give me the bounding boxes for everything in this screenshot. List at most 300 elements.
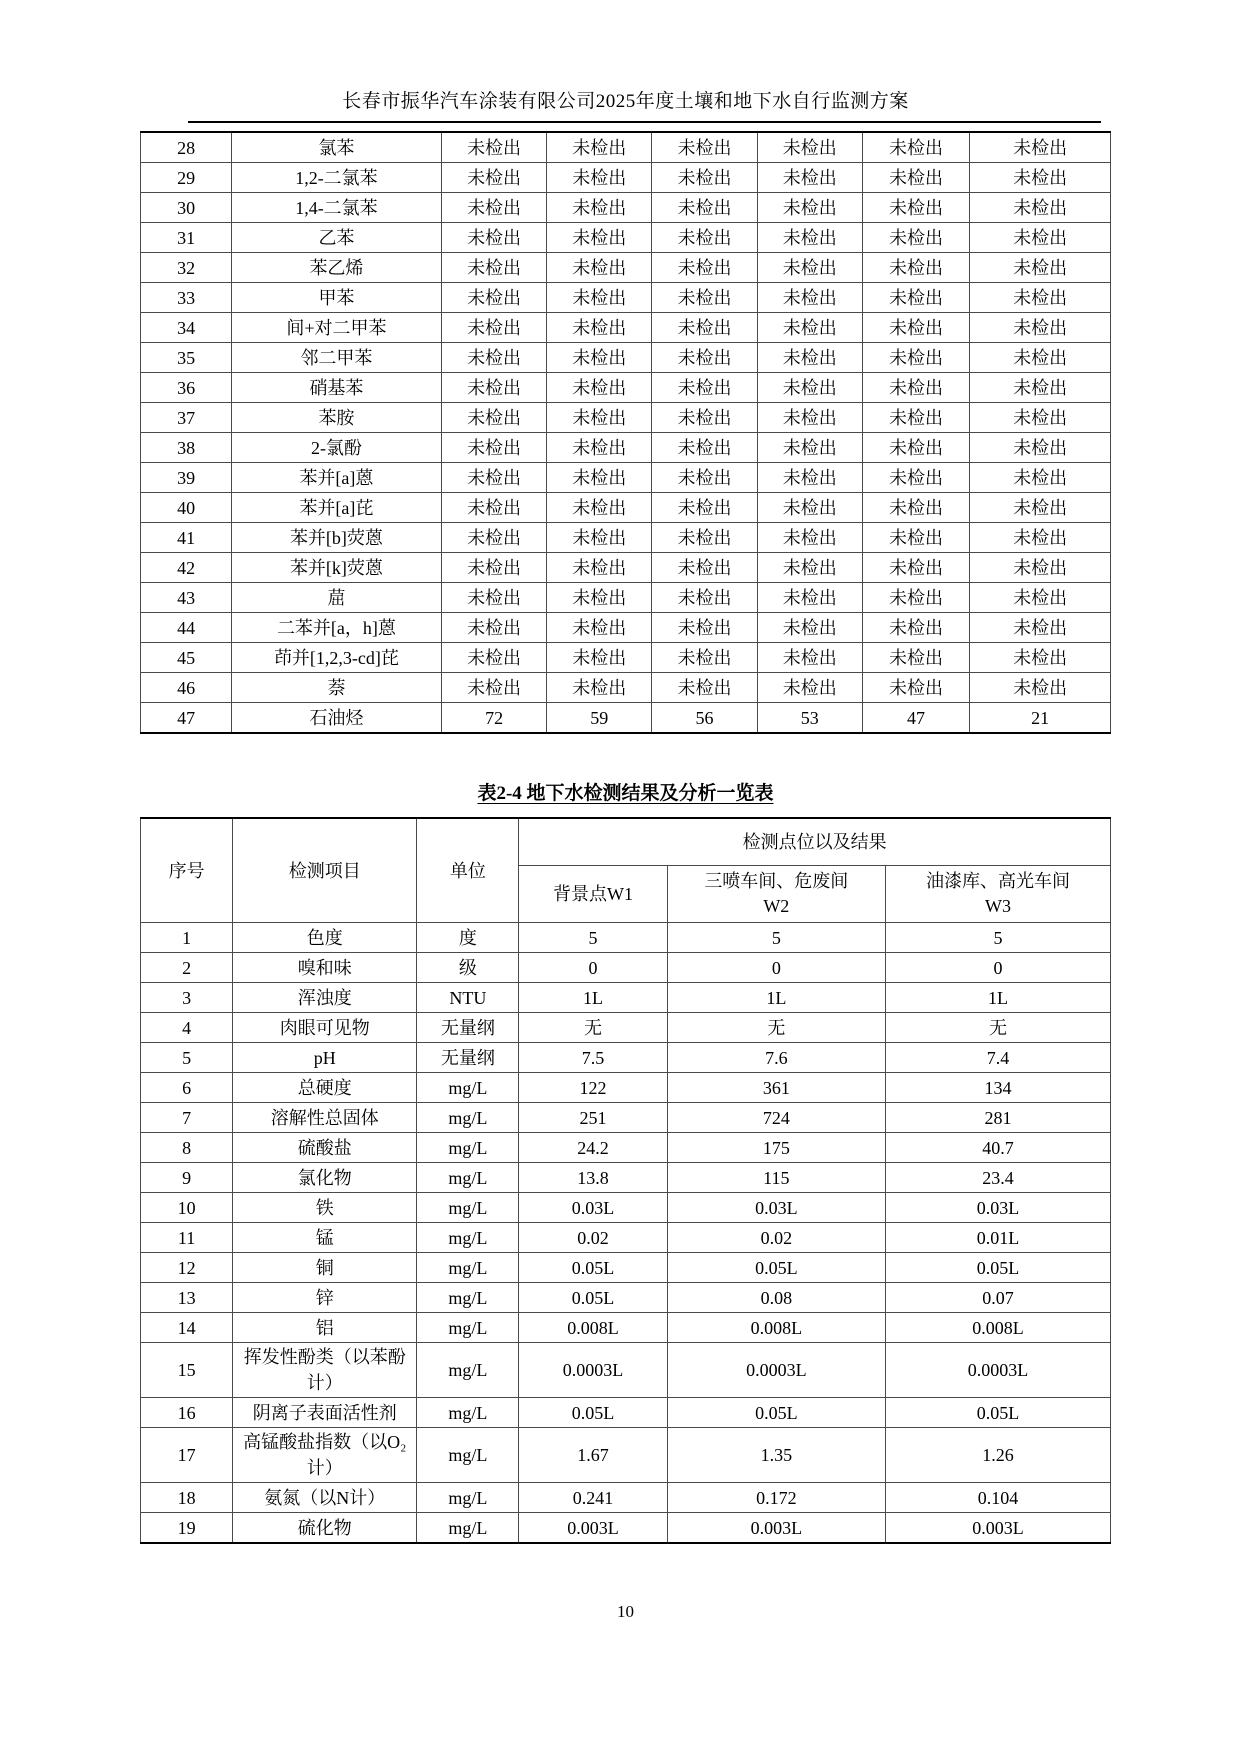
cell-value: 未检出 [757,643,862,673]
cell-item-name: 铁 [233,1193,417,1223]
cell-value: 1L [885,983,1110,1013]
cell-row-number: 15 [141,1343,233,1398]
cell-item-name: 氨氮（以N计） [233,1483,417,1513]
cell-value: 未检出 [757,463,862,493]
cell-value: 未检出 [547,163,652,193]
cell-value: 未检出 [652,193,758,223]
cell-row-number: 4 [141,1013,233,1043]
table-row [141,1193,1111,1223]
cell-value: 未检出 [862,493,970,523]
cell-value: 未检出 [970,132,1111,163]
cell-item-name: 苯乙烯 [232,253,442,283]
cell-value: 未检出 [970,223,1111,253]
w2-code-label: W2 [763,896,790,916]
cell-value: 未检出 [862,583,970,613]
cell-value: 未检出 [441,613,547,643]
cell-value: 未检出 [757,283,862,313]
cell-value: 0.01L [885,1223,1110,1253]
cell-value: 5 [667,923,885,953]
cell-item-name: 硝基苯 [232,373,442,403]
cell-value: 未检出 [652,373,758,403]
cell-value: 未检出 [547,553,652,583]
table-row [141,433,1111,463]
cell-item-name: 1,2-二氯苯 [232,163,442,193]
cell-value: 未检出 [441,223,547,253]
cell-value: 0.05L [519,1253,667,1283]
cell-row-number: 46 [141,673,232,703]
cell-value: 724 [667,1103,885,1133]
cell-row-number: 30 [141,193,232,223]
cell-row-number: 34 [141,313,232,343]
cell-row-number: 45 [141,643,232,673]
cell-value: 未检出 [547,643,652,673]
cell-unit: 度 [417,923,519,953]
groundwater-results-table [140,817,1111,1544]
cell-row-number: 2 [141,953,233,983]
cell-value: 未检出 [547,373,652,403]
cell-value: 未检出 [652,403,758,433]
cell-item-name: 䓛 [232,583,442,613]
cell-row-number: 19 [141,1513,233,1544]
cell-value: 0.05L [519,1283,667,1313]
cell-unit: 级 [417,953,519,983]
cell-item-name: 萘 [232,673,442,703]
cell-item-name: 锰 [233,1223,417,1253]
cell-value: 未检出 [547,132,652,163]
cell-value: 115 [667,1163,885,1193]
w3-location-label: 油漆库、高光车间 [925,871,1070,891]
cell-item-name: 苯并[k]荧蒽 [232,553,442,583]
cell-value: 未检出 [547,403,652,433]
cell-unit: mg/L [417,1428,519,1483]
cell-value: 0.08 [667,1283,885,1313]
table2-section [140,778,1111,1544]
cell-value: 未检出 [547,493,652,523]
cell-value: 未检出 [862,673,970,703]
table-row [141,313,1111,343]
cell-value: 未检出 [441,343,547,373]
cell-value: 无 [885,1013,1110,1043]
cell-value: 未检出 [547,283,652,313]
cell-value: 0.03L [885,1193,1110,1223]
table-row [141,953,1111,983]
cell-value: 0 [667,953,885,983]
cell-value: 未检出 [547,313,652,343]
table-row [141,403,1111,433]
cell-value: 未检出 [441,193,547,223]
table-row [141,673,1111,703]
cell-item-name: 1,4-二氯苯 [232,193,442,223]
table-row [141,1133,1111,1163]
cell-value: 72 [441,703,547,734]
cell-value: 未检出 [441,643,547,673]
cell-value: 1.35 [667,1428,885,1483]
cell-value: 未检出 [970,403,1111,433]
table2-body [141,923,1111,1544]
cell-row-number: 32 [141,253,232,283]
cell-row-number: 17 [141,1428,233,1483]
table-row [141,1043,1111,1073]
cell-row-number: 39 [141,463,232,493]
cell-value: 0.03L [519,1193,667,1223]
cell-value: 未检出 [441,433,547,463]
cell-row-number: 36 [141,373,232,403]
cell-value: 未检出 [441,553,547,583]
cell-value: 未检出 [862,132,970,163]
cell-item-name: 苯并[a]蒽 [232,463,442,493]
cell-value: 未检出 [970,553,1111,583]
cell-item-name: 苯并[b]荧蒽 [232,523,442,553]
cell-value: 未检出 [441,313,547,343]
column-header-w2 [667,866,885,923]
cell-item-name: 二苯并[a，h]蒽 [232,613,442,643]
cell-unit: mg/L [417,1193,519,1223]
cell-item-name: 溶解性总固体 [233,1103,417,1133]
cell-item-name: 邻二甲苯 [232,343,442,373]
cell-item-name: pH [233,1043,417,1073]
cell-value: 未检出 [862,643,970,673]
cell-item-name: 乙苯 [232,223,442,253]
cell-value: 0.008L [519,1313,667,1343]
cell-value: 未检出 [652,523,758,553]
cell-value: 0.104 [885,1483,1110,1513]
cell-value: 未检出 [652,613,758,643]
cell-row-number: 42 [141,553,232,583]
cell-row-number: 29 [141,163,232,193]
table-row [141,1313,1111,1343]
cell-value: 281 [885,1103,1110,1133]
cell-value: 未检出 [862,313,970,343]
cell-value: 0.07 [885,1283,1110,1313]
cell-item-name: 挥发性酚类（以苯酚计） [233,1343,417,1398]
cell-item-name: 氯化物 [233,1163,417,1193]
cell-unit: 无量纲 [417,1043,519,1073]
cell-value: 未检出 [862,223,970,253]
column-header-no: 序号 [141,818,233,923]
cell-value: 未检出 [441,283,547,313]
cell-row-number: 11 [141,1223,233,1253]
cell-value: 0.241 [519,1483,667,1513]
cell-item-name: 氯苯 [232,132,442,163]
cell-value: 未检出 [970,283,1111,313]
cell-value: 未检出 [970,673,1111,703]
cell-row-number: 5 [141,1043,233,1073]
cell-value: 未检出 [441,253,547,283]
cell-value: 未检出 [757,523,862,553]
cell-value: 未检出 [970,613,1111,643]
table-row [141,1163,1111,1193]
column-header-item: 检测项目 [233,818,417,923]
cell-value: 未检出 [441,583,547,613]
cell-value: 1L [667,983,885,1013]
cell-value: 未检出 [862,613,970,643]
cell-value: 未检出 [757,253,862,283]
cell-item-name: 石油烃 [232,703,442,734]
cell-value: 未检出 [547,613,652,643]
cell-value: 未检出 [970,253,1111,283]
cell-value: 未检出 [757,553,862,583]
cell-value: 未检出 [547,523,652,553]
table-row [141,283,1111,313]
cell-item-name: 铝 [233,1313,417,1343]
cell-value: 未检出 [862,433,970,463]
cell-value: 未检出 [970,643,1111,673]
cell-value: 未检出 [970,433,1111,463]
cell-value: 未检出 [441,163,547,193]
cell-value: 未检出 [970,193,1111,223]
cell-value: 未检出 [547,673,652,703]
cell-value: 未检出 [862,343,970,373]
cell-value: 未检出 [652,163,758,193]
cell-value: 1.67 [519,1428,667,1483]
cell-value: 未检出 [757,223,862,253]
cell-value: 0.02 [667,1223,885,1253]
table-row [141,553,1111,583]
cell-value: 未检出 [652,223,758,253]
cell-item-name: 2-氯酚 [232,433,442,463]
cell-value: 未检出 [757,493,862,523]
table-row [141,163,1111,193]
cell-value: 未检出 [862,163,970,193]
cell-value: 未检出 [757,613,862,643]
cell-value: 1.26 [885,1428,1110,1483]
cell-value: 47 [862,703,970,734]
cell-value: 0.0003L [519,1343,667,1398]
cell-unit: 无量纲 [417,1013,519,1043]
cell-row-number: 28 [141,132,232,163]
cell-value: 134 [885,1073,1110,1103]
cell-value: 无 [667,1013,885,1043]
table-row [141,493,1111,523]
cell-item-name: 肉眼可见物 [233,1013,417,1043]
cell-item-name: 总硬度 [233,1073,417,1103]
cell-item-name: 铜 [233,1253,417,1283]
cell-value: 361 [667,1073,885,1103]
cell-value: 未检出 [757,433,862,463]
table-row [141,1428,1111,1483]
cell-item-name: 茚并[1,2,3-cd]芘 [232,643,442,673]
cell-value: 未检出 [970,523,1111,553]
table-header-row [141,818,1111,866]
cell-item-name: 苯并[a]芘 [232,493,442,523]
table-row [141,223,1111,253]
cell-value: 未检出 [970,343,1111,373]
cell-unit: mg/L [417,1313,519,1343]
cell-value: 未检出 [970,583,1111,613]
cell-value: 24.2 [519,1133,667,1163]
page-content [140,0,1111,1622]
cell-value: 未检出 [757,583,862,613]
cell-unit: mg/L [417,1343,519,1398]
cell-row-number: 47 [141,703,232,734]
cell-value: 0 [885,953,1110,983]
cell-row-number: 13 [141,1283,233,1313]
cell-value: 0.05L [885,1398,1110,1428]
cell-value: 0.0003L [885,1343,1110,1398]
cell-row-number: 18 [141,1483,233,1513]
cell-value: 未检出 [652,463,758,493]
cell-value: 未检出 [862,373,970,403]
cell-value: 未检出 [757,343,862,373]
cell-value: 未检出 [547,193,652,223]
cell-unit: mg/L [417,1223,519,1253]
column-header-w1: 背景点W1 [519,866,667,923]
cell-row-number: 43 [141,583,232,613]
cell-value: 0.003L [667,1513,885,1544]
cell-value: 未检出 [757,673,862,703]
cell-value: 未检出 [970,313,1111,343]
cell-value: 0.0003L [667,1343,885,1398]
cell-value: 0.05L [519,1398,667,1428]
cell-row-number: 40 [141,493,232,523]
cell-value: 7.4 [885,1043,1110,1073]
cell-value: 未检出 [441,132,547,163]
cell-value: 1L [519,983,667,1013]
table-row [141,193,1111,223]
table-row [141,1398,1111,1428]
cell-value: 未检出 [970,463,1111,493]
cell-value: 未检出 [757,403,862,433]
cell-value: 40.7 [885,1133,1110,1163]
cell-value: 未检出 [862,463,970,493]
cell-item-name: 锌 [233,1283,417,1313]
page-number: 10 [617,1602,634,1621]
table-row [141,132,1111,163]
table2-title: 表2-4 地下水检测结果及分析一览表 [477,783,774,804]
cell-value: 未检出 [970,163,1111,193]
cell-value: 59 [547,703,652,734]
cell-value: 13.8 [519,1163,667,1193]
cell-value: 未检出 [862,523,970,553]
cell-unit: mg/L [417,1133,519,1163]
cell-item-name: 嗅和味 [233,953,417,983]
cell-row-number: 7 [141,1103,233,1133]
cell-value: 未检出 [441,523,547,553]
cell-item-name: 硫酸盐 [233,1133,417,1163]
cell-value: 未检出 [757,193,862,223]
cell-value: 未检出 [757,163,862,193]
cell-value: 未检出 [652,553,758,583]
w3-code-label: W3 [984,896,1011,916]
cell-value: 未检出 [441,463,547,493]
cell-value: 0.003L [519,1513,667,1544]
table-row [141,1223,1111,1253]
cell-value: 175 [667,1133,885,1163]
cell-value: 0.02 [519,1223,667,1253]
cell-value: 251 [519,1103,667,1133]
cell-value: 0.05L [667,1398,885,1428]
cell-value: 未检出 [757,373,862,403]
table-row [141,343,1111,373]
cell-row-number: 38 [141,433,232,463]
cell-value: 未检出 [652,283,758,313]
cell-value: 23.4 [885,1163,1110,1193]
table-row [141,523,1111,553]
cell-unit: mg/L [417,1283,519,1313]
cell-value: 未检出 [970,493,1111,523]
cell-unit: mg/L [417,1398,519,1428]
cell-value: 未检出 [652,313,758,343]
cell-value: 21 [970,703,1111,734]
cell-item-name: 阴离子表面活性剂 [233,1398,417,1428]
cell-value: 56 [652,703,758,734]
cell-item-name: 硫化物 [233,1513,417,1544]
cell-value: 未检出 [547,343,652,373]
cell-item-name: 色度 [233,923,417,953]
cell-row-number: 6 [141,1073,233,1103]
cell-value: 未检出 [652,673,758,703]
table-row [141,923,1111,953]
table-row [141,1013,1111,1043]
cell-value: 未检出 [547,223,652,253]
table-row [141,1103,1111,1133]
table-row [141,463,1111,493]
table2-header [141,818,1111,923]
cell-value: 未检出 [757,313,862,343]
cell-value: 未检出 [862,553,970,583]
cell-row-number: 37 [141,403,232,433]
cell-row-number: 10 [141,1193,233,1223]
table-row [141,583,1111,613]
cell-value: 122 [519,1073,667,1103]
cell-value: 53 [757,703,862,734]
cell-row-number: 3 [141,983,233,1013]
column-header-unit: 单位 [417,818,519,923]
cell-value: 0.05L [885,1253,1110,1283]
cell-value: 0.008L [885,1313,1110,1343]
cell-value: 0.03L [667,1193,885,1223]
cell-item-name: 甲苯 [232,283,442,313]
header-divider [188,121,1101,123]
column-header-group: 检测点位以及结果 [519,818,1111,866]
cell-value: 未检出 [441,673,547,703]
cell-value: 5 [519,923,667,953]
cell-value: 未检出 [757,132,862,163]
cell-row-number: 44 [141,613,232,643]
cell-value: 未检出 [547,583,652,613]
cell-row-number: 35 [141,343,232,373]
table-row [141,1283,1111,1313]
cell-item-name: 间+对二甲苯 [232,313,442,343]
cell-value: 未检出 [862,193,970,223]
table-row [141,373,1111,403]
cell-item-name: 高锰酸盐指数（以O₂计） [233,1428,417,1483]
cell-value: 5 [885,923,1110,953]
cell-value: 未检出 [652,132,758,163]
table-row [141,643,1111,673]
soil-results-table-continued [140,131,1111,734]
cell-value: 未检出 [441,373,547,403]
cell-value: 未检出 [547,463,652,493]
cell-value: 未检出 [862,283,970,313]
cell-unit: mg/L [417,1163,519,1193]
table-row [141,253,1111,283]
cell-value: 0.003L [885,1513,1110,1544]
table-row [141,1253,1111,1283]
cell-unit: mg/L [417,1483,519,1513]
cell-item-name: 浑浊度 [233,983,417,1013]
cell-row-number: 12 [141,1253,233,1283]
cell-unit: mg/L [417,1513,519,1544]
cell-row-number: 14 [141,1313,233,1343]
table-row [141,1343,1111,1398]
cell-value: 0.05L [667,1253,885,1283]
cell-value: 未检出 [652,643,758,673]
cell-unit: mg/L [417,1253,519,1283]
cell-value: 未检出 [652,493,758,523]
cell-value: 无 [519,1013,667,1043]
cell-row-number: 16 [141,1398,233,1428]
